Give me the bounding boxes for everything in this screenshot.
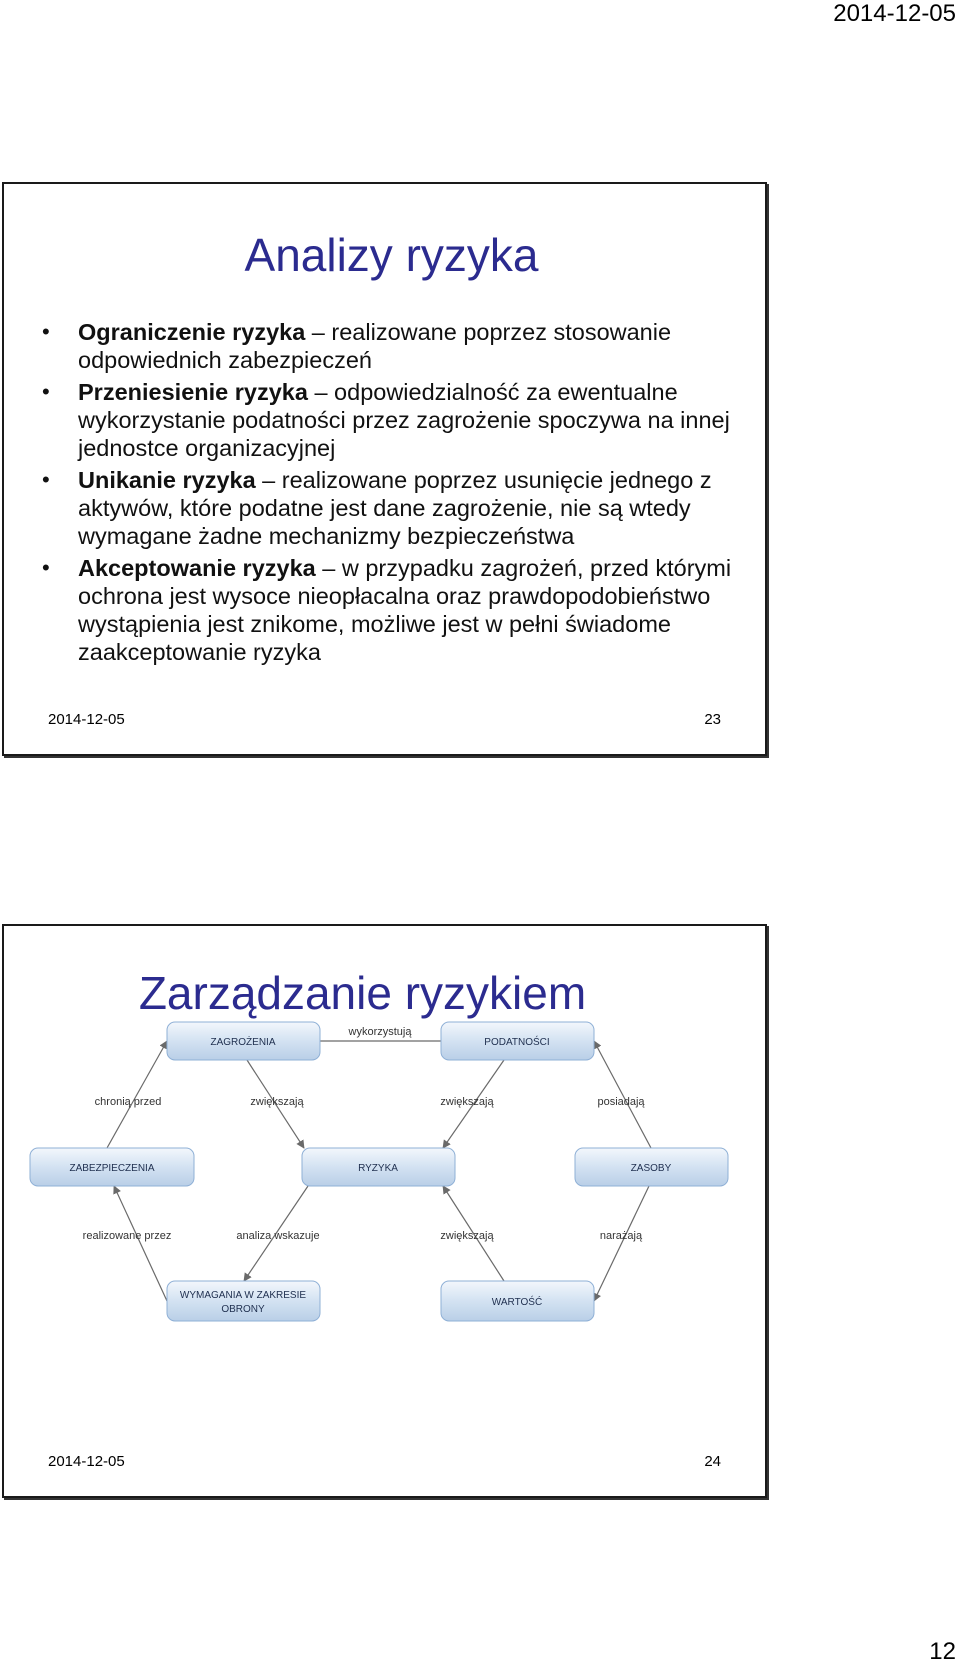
node-podatnosci	[441, 1022, 594, 1060]
edge-realizowane-przez	[114, 1186, 167, 1301]
svg-text:ZABEZPIECZENIA: ZABEZPIECZENIA	[69, 1163, 155, 1174]
bullet-item	[32, 378, 732, 462]
page-number: 12	[929, 1638, 956, 1665]
bullet-list	[32, 318, 732, 670]
bullet-item	[32, 318, 732, 374]
svg-text:PODATNOŚCI: PODATNOŚCI	[484, 1037, 550, 1048]
slide-footer-date: 2014-12-05	[48, 711, 125, 728]
edge-posiadaja	[594, 1041, 651, 1148]
svg-text:WARTOŚĆ: WARTOŚĆ	[491, 1297, 543, 1308]
edge-label: wykorzystują	[348, 1026, 412, 1038]
node-zabezpieczenia	[30, 1148, 194, 1186]
edge-label: narażają	[599, 1230, 643, 1242]
bullet-text: – w przypadku zagrożeń, przed którymi ochrona jest wysoce nieopłacalna oraz prawdopodobieństwo wystąpienia jest znikome, możliwe jest w pełni świadome zaakceptowanie ryzyka	[78, 555, 732, 665]
slide-footer-number: 23	[704, 711, 721, 728]
slide-title: Zarządzanie ryzykiem	[138, 967, 587, 1019]
node-zagrozenia	[167, 1022, 320, 1060]
edge-chronia-przed	[107, 1041, 167, 1148]
slide-title: Analizy ryzyka	[244, 229, 539, 281]
edge-label: zwiększają	[440, 1096, 494, 1108]
svg-text:WYMAGANIA W ZAKRESIE: WYMAGANIA W ZAKRESIE	[179, 1290, 307, 1301]
edge-label: zwiększają	[250, 1096, 304, 1108]
bullet-item	[32, 554, 732, 666]
bullet-term: Unikanie ryzyka	[78, 467, 256, 493]
node-wartosc	[441, 1281, 594, 1321]
bullet-text: – realizowane poprzez stosowanie odpowiednich zabezpieczeń	[78, 319, 672, 373]
bullet-term: Akceptowanie ryzyka	[78, 555, 316, 581]
risk-management-diagram	[4, 926, 765, 1496]
edge-label: analiza wskazuje	[236, 1230, 320, 1242]
slide-footer-number: 24	[704, 1453, 721, 1470]
node-ryzyka	[302, 1148, 455, 1186]
edge-label: realizowane przez	[82, 1230, 172, 1242]
bullet-term: Przeniesienie ryzyka	[78, 379, 308, 405]
bullet-item	[32, 466, 732, 550]
edge-label: chronią przed	[94, 1096, 162, 1108]
page-date: 2014-12-05	[833, 0, 956, 27]
node-wymagania	[167, 1281, 320, 1321]
svg-text:RYZYKA: RYZYKA	[358, 1163, 398, 1174]
node-zasoby	[575, 1148, 728, 1186]
edge-label: zwiększają	[440, 1230, 494, 1242]
svg-text:OBRONY: OBRONY	[221, 1304, 265, 1315]
bullet-text: – realizowane poprzez usunięcie jednego z aktywów, które podatne jest dane zagrożenie, nie są wtedy wymagane żadne mechanizmy bezpieczeństwa	[78, 467, 712, 549]
slide-footer-date: 2014-12-05	[48, 1453, 125, 1470]
slide-analizy-ryzyka	[2, 182, 767, 756]
bullet-term: Ograniczenie ryzyka	[78, 319, 306, 345]
bullet-text: – odpowiedzialność za ewentualne wykorzystanie podatności przez zagrożenie spoczywa na innej jednostce organizacyjnej	[78, 379, 730, 461]
svg-text:ZASOBY: ZASOBY	[630, 1163, 672, 1174]
edge-narazaja	[594, 1186, 649, 1301]
edge-label: posiadają	[597, 1096, 645, 1108]
svg-text:ZAGROŻENIA: ZAGROŻENIA	[210, 1037, 276, 1048]
slide-zarzadzanie-ryzykiem	[2, 924, 767, 1498]
